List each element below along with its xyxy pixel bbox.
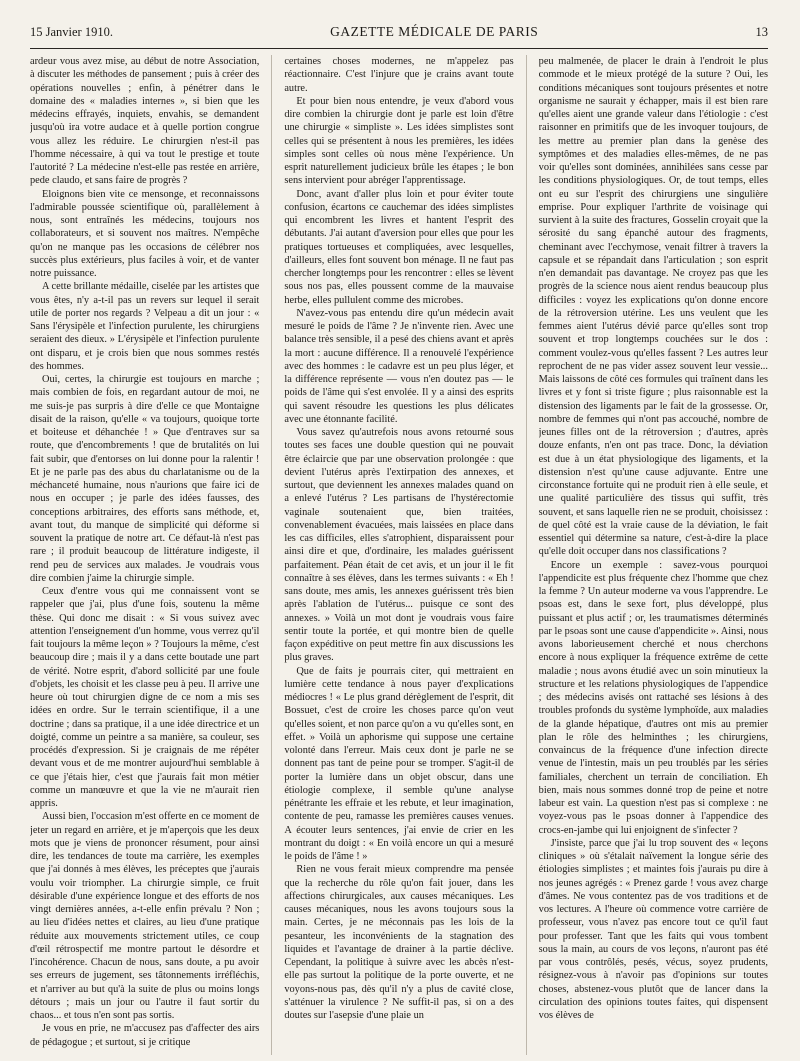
article-paragraph: Donc, avant d'aller plus loin et pour éviter toute confusion, écartons ce cauchemar des idées simplistes qui encombrent les livres et hantent l'esprit des débutants. J'ai autant d'aversion pour elles que pour les pratiques tortueuses et compliquées, avec lesquelles, d'ailleurs, elles font souvent bon ménage. Il ne faut pas chercher longtemps pour les rencontrer : elles se lèvent sous nos pas, elles poussent comme de la mauvaise herbe, elles pullulent comme des microbes. xyxy=(284,188,514,306)
column-3 xyxy=(539,55,768,1055)
column-2 xyxy=(284,55,513,1055)
article-paragraph: Eloignons bien vite ce mensonge, et reconnaissons l'admirable poussée scientifique où, parallèlement à nous, sont entraînés les médecins, toujours nos collaborateurs, et si souvent nos maîtres. N'empêche qu'on ne manque pas les occasions de célébrer nos succès plus extérieurs, plus faciles à voir, et de vanter notre puissance. xyxy=(30,188,260,279)
article-paragraph: Encore un exemple : savez-vous pourquoi l'appendicite est plus fréquente chez l'homme que chez la femme ? Un auteur moderne va vous l'apprendre. Le psoas est, dans le sexe fort, plus développé, plus puissant et plus actif ; or, les traumatismes déterminés par le psoas sont une cause d'appendicite ». Ainsi, nous avons laborieusement cherché et nous cherchons encore à nous expliquer la fréquence extrême de cette maladie ; nous avons étudié avec un soin minutieux la structure et les relations physiologiques de l'appendice ; des médecins avisés ont rattaché ses lésions à des troubles profonds du système lymphoïde, aux maladies de la glande hépatique, d'autres ont mis au premier plan le rôle des helminthes ; les chirurgiens, convaincus de la fréquence d'une infection directe venue de l'intestin, mais un peu troublés par les séries familiales, cherchent un terrain de conciliation. Eh bien, mais nous sommes donné trop de peine et notre labeur est vain. La question n'est pas si complexe : ne voyez-vous pas le psoas donner à l'appendice des crocs-en-jambe qui lui enjoignent de s'infecter ? xyxy=(538,559,768,836)
page-header xyxy=(30,24,768,49)
article-paragraph: Ceux d'entre vous qui me connaissent vont se rappeler que j'ai, plus d'une fois, soutenu la même thèse. Qui donc me disait : « Si vous suivez avec attention l'enseignement d'un homme, vous verrez qu'il fait toujours la même leçon » ? Toujours la même, c'est beaucoup dire ; mais il y a dans cette boutade une part de vérité. Notre esprit, d'abord sollicité par une foule d'objets, les choisit et les classe peu à peu. Il arrive une heure où tout chirurgien digne de ce nom a mis ses idées en ordre. Sur le terrain scientifique, il a une doctrine ; dans sa pratique, il a une idée directrice et un doigté, comme un peintre a sa manière, sa couleur, ses procédés d'expression. Si je craignais de me répéter devant vous et de me montrer aujourd'hui semblable à ce que j'étais hier, c'est que j'aurais fait mon métier comme un manœuvre et que la vie ne m'aurait rien appris. xyxy=(30,586,260,809)
article-paragraph: peu malmenée, de placer le drain à l'endroit le plus commode et le mieux protégé de la suture ? Oui, les conditions mécaniques sont toujours présentes et notre organisme ne saurait y échapper, mais il est bien rare qu'elles aient une grande valeur dans l'étiologie : c'est raisonner en primitifs que de les invoquer toujours, de les mettre au premier plan dans la genèse des symptômes et des maladies elles-mêmes, de ne pas voir qu'elles sont dominées, annihilées sans cesse par les conditions physiologiques. Or, de tout temps, elles ont eu sur l'esprit des chirurgiens une singulière emprise. Pour expliquer l'arthrite de voisinage qui survient à la suite des fractures, Gosselin croyait que la sérosité du sang épanché autour des fragments, cheminant avec l'ecchymose, venait filtrer à travers la capsule et se répandait dans l'articulation ; son esprit n'en demandait pas davantage. Ne croyez pas que les progrès de la science nous aient rendus beaucoup plus difficiles : voyez les explications qu'on donne encore de la rétroversion utérine. Les uns veulent que les femmes aient l'utérus dévié parce qu'elles sont trop souvent et trop longtemps couchées sur le dos : comment voulez-vous qu'elles fassent ? Les autres leur reprochent de ne pas vider assez souvent leur vessie... Mais laissons de côté ces formules qui traînent dans les livres et y font si triste figure ; plus raisonnable est la distension des ligaments par le fait de la grossesse. Or, nombre de femmes qui n'ont pas accouché, nombre de jeunes filles ont de la rétroversion ; d'autres, après douze enfants, n'en ont pas trace. Donc, la déviation est due à un état physiologique des ligaments, et la distension n'est qu'une cause adjuvante. Entre une circonstance fortuite qui ne produit rien à elle seule, et une qualité particulière des tissus qui suffit, très souvent, et sans laquelle rien ne se produit, choisissez : de quel côté est la vraie cause de la déviation, le fait essentiel qui détermine sa nature, c'est-à-dire la place qu'elle doit occuper dans nos classifications ? xyxy=(538,56,768,558)
article-paragraph: Vous savez qu'autrefois nous avons retourné sous toutes ses faces une double question qui ne pouvait être éclaircie que par une observation prolongée : que devient l'utérus après l'extirpation des annexes, et surtout, que deviennent les annexes malades quand on a enlevé l'utérus ? Les partisans de l'hystérectomie vaginale soutenaient que, bien traitées, convenablement évacuées, mais laissées en place dans les cas difficiles, elles s'atrophient, disparaissent pour ainsi dire et que, d'ordinaire, les malades guérissent parfaitement. Péan était de cet avis, et un jour il le fit connaître à ses élèves, dans les termes suivants : « Eh ! sans doute, mes amis, les annexes guérissent très bien après l'ablation de l'utérus... puisque ce sont des annexes. » Voilà un mot dont je voudrais vous faire sentir toute la portée, et qui montre bien de quelle façon expéditive on peut mettre fin aux discussions les plus graves. xyxy=(284,427,514,664)
article-paragraph: certaines choses modernes, ne m'appelez pas réactionnaire. C'est l'injure que je crains avant toute autre. xyxy=(284,56,514,94)
text-columns xyxy=(30,55,768,1055)
article-paragraph: Je vous en prie, ne m'accusez pas d'affecter des airs de pédagogue ; et surtout, si je critique xyxy=(30,1023,260,1048)
article-paragraph: Aussi bien, l'occasion m'est offerte en ce moment de jeter un regard en arrière, et je m'aperçois que les deux mots que je viens de prononcer résument, pour ainsi dire, les tendances de toute ma carrière, les exemples que j'ai donnés à mes élèves, les préceptes que j'aurais voulu voir triompher. La chirurgie simple, ce fruit désirable d'une expérience longue et des efforts de nos vingt dernières années, a-t-elle enfin prévalu ? Non ; au lieu d'idées nettes et claires, au lieu d'une pratique réduite aux mouvements strictement utiles, ce coup d'œil rétrospectif me montre partout le désordre et l'incohérence. Chacun de nous, sans doute, a pu avoir ses erreurs de jugement, ses tâtonnements irréfléchis, et n'arriver au but qu'à la suite de plus ou moins longs détours ; mais un jour ou l'autre il faut sortir du chaos... et tous n'en sont pas sortis. xyxy=(30,811,260,1021)
column-divider xyxy=(271,55,272,1055)
article-paragraph: Rien ne vous ferait mieux comprendre ma pensée que la recherche du rôle qu'on fait jouer, dans les affections chirurgicales, aux causes mécaniques. Les causes mécaniques, nous les avons toujours sous la main. Certes, je ne méconnais pas les lois de la pesanteur, les inconvénients de la stagnation des liquides et l'avantage de drainer à la partie déclive. Cependant, la politique à suivre avec les abcès n'est-elle pas surtout la politique de la porte ouverte, et ne voyons-nous pas, dès qu'il n'y a plus de cavité close, s'atténuer la virulence ? Ne suffit-il pas, si on a des doutes sur l'asepsie d'une plaie un xyxy=(284,864,514,1021)
article-paragraph: N'avez-vous pas entendu dire qu'un médecin avait mesuré le poids de l'âme ? Je n'invente rien. Avec une balance très sensible, il a pesé des chiens avant et après la mort : aucune différence. Il a renouvelé l'expérience avec des hommes : le cadavre est un peu plus léger, et la différence représente — vous n'en doutez pas — le poids de l'âme qui s'est envolée. Il y a ainsi des esprits qui savent résoudre les questions les plus délicates avec une étonnante facilité. xyxy=(284,307,514,425)
article-paragraph: J'insiste, parce que j'ai lu trop souvent des « leçons cliniques » où s'étalait naïvement la longue série des étiologies simplistes ; et maintes fois j'aurais pu dire à nos jeunes agrégés : « Prenez garde ! vous avez charge d'âmes. Ne vous contentez pas de vos traditions et de vos lectures. A l'heure où commence votre carrière de professeur, vous n'avez pas encore tout ce qu'il faut pour professer. Tant que les faits qui vous tombent sous la main, au cours de vos leçons, n'auront pas été par vous contrôlés, pesés, vécus, soyez prudents, résignez-vous à n'avoir pas d'opinions sur toutes choses, abstenez-vous plutôt que de lancer dans la circulation des opinions toutes faites, qui dispensent vos élèves de xyxy=(538,837,768,1021)
issue-date: 15 Janvier 1910. xyxy=(30,25,113,39)
article-paragraph: Que de faits je pourrais citer, qui mettraient en lumière cette tendance à nous payer d'explications médiocres ! « Le plus grand dérèglement de l'esprit, dit Bossuet, c'est de croire les choses parce qu'on veut qu'elles soient, et non parce qu'on a vu qu'elles sont, en effet. » Voilà un aphorisme qui suppose une certaine volonté dans l'erreur. Mais ceux dont je parle ne se donnent pas tant de peine pour se tromper. S'agit-il de porter la lumière dans un objet obscur, dans une étiologie complexe, il semble qu'une analyse pénétrante les effraie et les rebute, et leur imagination, contente de peu, ramasse les premières causes venues. A écouter leurs sentences, j'ai envie de crier en les montrant du doigt : « En voilà encore un qui a mesuré le poids de l'âme ! » xyxy=(284,665,514,862)
column-divider xyxy=(526,55,527,1055)
article-paragraph: Oui, certes, la chirurgie est toujours en marche ; mais combien de fois, en regardant autour de moi, ne me suis-je pas surpris à dire d'elle ce que Montaigne disait de la raison, qu'elle « va toujours, quoique torte et boiteuse et déhanchée ! » Que d'entraves sur sa route, que d'encombrements ! que de brutalités on lui fait subir, que d'entorses on lui donne pour la ralentir ! Et je ne parle pas des abus du charlatanisme ou de la méchanceté humaine, nous n'aurions que faire ici de nous en occuper ; je parle des idées fausses, des conceptions arbitraires, des efforts sans méthode, et, avant tout, du manque de simplicité qui déforme si souvent la pratique de notre art. Ce défaut-là n'est pas rare ; il produit beaucoup de littérature indigeste, il rend peu de services aux malades. Je voudrais vous dire combien j'aime la chirurgie simple. xyxy=(30,374,260,584)
article-paragraph: Et pour bien nous entendre, je veux d'abord vous dire combien la chirurgie dont je parle est loin d'être une chirurgie « simpliste ». Les idées simplistes sont celles qui se présentent à nous les premières, les idées simples sont celles où nous mène l'expérience. Un esprit naturellement judicieux brûle les étapes ; le bon sens intervient pour abréger l'apprentissage. xyxy=(284,95,514,187)
page-number: 13 xyxy=(755,25,768,39)
article-paragraph: A cette brillante médaille, ciselée par les artistes que vous êtes, n'y a-t-il pas un revers sur lequel il serait utile de porter nos regards ? Velpeau a dit un jour : « Sans l'érysipèle et l'infection purulente, les chirurgiens seraient des dieux. » L'érysipèle et l'infection purulente ont disparu, et je crois bien que nous sommes restés des hommes. xyxy=(30,281,260,372)
article-paragraph: ardeur vous avez mise, au début de notre Association, à discuter les méthodes de pansement ; puis à créer des opérations nouvelles ; enfin, à pénétrer dans le domaine des « maladies internes », si bien que les médecins effrayés, inquiets, envahis, se demandent jusqu'où ira votre audace et à quelle portion congrue vous allez les réduire. Le chirurgien n'est-il pas l'homme nécessaire, à qui va tout le prestige et toute l'autorité ? La médecine n'est-elle pas restée en arrière, pede claudo, et sans faire de progrès ? xyxy=(30,56,260,187)
column-1 xyxy=(30,55,259,1055)
publication-title: GAZETTE MÉDICALE DE PARIS xyxy=(330,24,539,39)
